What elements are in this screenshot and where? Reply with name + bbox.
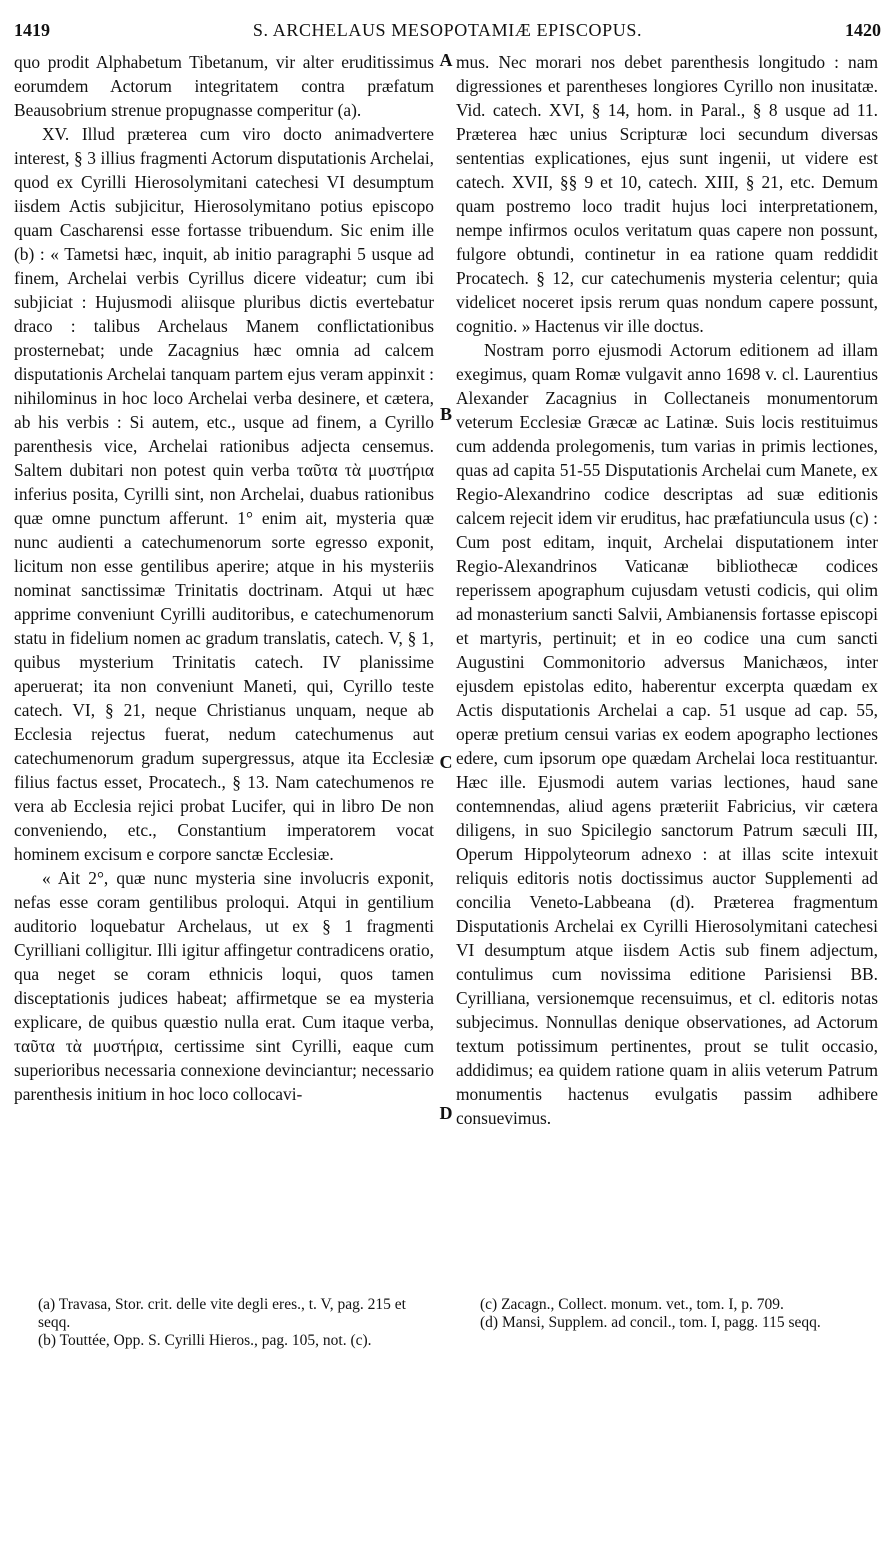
right-column (456, 50, 878, 1130)
margin-letter-c: C (439, 752, 453, 772)
page-number-left: 1419 (14, 20, 50, 40)
footnote-a: (a) Travasa, Stor. crit. delle vite degli eres., t. V, pag. 215 et seqq. (38, 1296, 406, 1331)
left-paragraph-1: quo prodit Alphabetum Tibetanum, vir alter eruditissimus eorumdem Actorum integritatem contra præfatum Beausobrium strenue propugnasse comperitur (a). (14, 52, 434, 120)
left-paragraph-3: « Ait 2°, quæ nunc mysteria sine involucris exponit, nefas esse coram gentilibus proloqui. Atqui in gentilium auditorio loquebatur Archelaus, ut ex § 1 fragmenti Cyrilliani colligitur. Illi igitur affingetur contradicens oratio, qua neget se coram ethnicis loqui, quos tamen disceptationis judices habeat; affirmetque se ea mysteria explicare, de quibus quæstio nulla erat. Cum itaque verba, ταῦτα τὰ μυστήρια, certissime sint Cyrilli, eaque cum superioribus necessaria connexione devinciantur; necessario parenthesis initium in hoc loco collocavi- (14, 868, 434, 1104)
margin-letter-d: D (439, 1103, 453, 1123)
running-header (14, 20, 881, 44)
margin-letter-b: B (439, 404, 452, 424)
footnote-b: (b) Touttée, Opp. S. Cyrilli Hieros., pag. 105, not. (c). (38, 1332, 372, 1349)
left-column (14, 50, 434, 1106)
footnotes-right (480, 1296, 878, 1332)
running-title: S. ARCHELAUS MESOPOTAMIÆ EPISCOPUS. (252, 20, 643, 40)
footnote-d: (d) Mansi, Supplem. ad concil., tom. I, pagg. 115 seqq. (480, 1314, 821, 1331)
right-paragraph-1: mus. Nec morari nos debet parenthesis longitudo : nam digressiones et parentheses longiores Cyrillo non inusitatæ. Vid. catech. XVI, § 14, hom. in Paral., § 8 usque ad 11. Præterea hæc unius Scripturæ loci secundum diversas sententias explicationes, ejus sunt ingenii, ut videre est catech. XVII, §§ 9 et 10, catech. XIII, § 21, etc. Demum quam postremo loco tradit hujus loci interpretationem, nempe infirmos oculos veritatum quas capere non possunt, fulgore obtundi, continetur in ea ratione quam reddidit Procatech. § 12, cur catechumenis mysteria celentur; quia videlicet noceret ipsis rerum quas nondum capere possunt, cognitio. » Hactenus vir ille doctus. (456, 52, 878, 336)
footnote-c: (c) Zacagn., Collect. monum. vet., tom. I, p. 709. (480, 1296, 784, 1313)
margin-letter-a: A (439, 50, 453, 70)
right-paragraph-2: Nostram porro ejusmodi Actorum editionem ad illam exegimus, quam Romæ vulgavit anno 1698 v. cl. Laurentius Alexander Zacagnius in Collectaneis monumentorum veterum Ecclesiæ Græcæ ac Latinæ. Suis locis restituimus cum addenda prolegomenis, tum varias in primis lectiones, quas ad capita 51-55 Disputationis Archelai cum Manete, ex Regio-Alexandrino codice descriptas ad suæ editionis calcem rejecit idem vir eruditus, hac præfatiuncula usus (c) : Cum post editam, inquit, Archelai disputationem inter Regio-Alexandrinos Vaticanæ bibliothecæ codices reperissem apographum cujusdam vetusti codicis, qui olim ad monasterium sancti Salvii, Ambianensis fortasse episcopi et martyris, pertinuit; et in eo codice una cum sancti Augustini Commonitorio adversus Manichæos, inter ejusdem epistolas edito, haberentur excerpta quædam ex Actis disputationis Archelai a cap. 51 usque ad cap. 55, operæ pretium censui varias ex eodem apographo lectiones edere, cum ipsorum ope quædam Archelai loca restituantur. Hæc ille. Ejusmodi autem varias lectiones, haud sane contemnendas, aliud agens præteriit Fabricius, vir cætera diligens, in suo Spicilegio sanctorum Patrum sæculi III, Operum Hippolyteorum adnexo : at illas scite intexuit reliquis editoris notis doctissimus auctor Supplementi ad concilia Veneto-Labbeana (d). Præterea fragmentum Disputationis Archelai ex Cyrilli Hierosolymitani catechesi VI desumptum atque iisdem Actis sub finem adjectum, contulimus cum novissima editione Parisiensi BB. Cyrilliana, versionemque recensuimus, et cl. editoris notas subjecimus. Nonnullas denique observationes, ad Actorum textum potissimum pertinentes, prout se tulit occasio, addidimus; ea quidem ratione quam in aliis veterum Patrum monumentis hactenus evulgatis passim adhibere consuevimus. (456, 340, 878, 1128)
page-number-right: 1420 (845, 20, 881, 40)
footnotes-left (38, 1296, 434, 1350)
left-paragraph-2: XV. Illud præterea cum viro docto animadvertere interest, § 3 illius fragmenti Actorum disputationis Archelai, quod ex Cyrilli Hierosolymitani catechesi VI desumptum iisdem Actis subjicitur, Hierosolymitano potius episcopo quam Cascharensi esse fortasse tribuendum. Sic enim ille (b) : « Tametsi hæc, inquit, ab initio paragraphi 5 usque ad finem, Archelai verbis Cyrillus dicere videatur; cum ibi subjiciat : Hujusmodi aliisque pluribus dictis evertebatur draco : talibus Archelaus Manem conflictationibus prosternebat; unde Zacagnius hæc omnia ad calcem disputationis Archelai tanquam partem ejus veram appinxit : nihilominus in hoc loco Archelai verba desinere, et cætera, ab his verbis : Si autem, etc., usque ad finem, a Cyrillo parenthesis vice, Archelai rationibus adjecta censemus. Saltem dubitari non potest quin verba ταῦτα τὰ μυστήρια inferius posita, Cyrilli sint, non Archelai, duabus rationibus quæ omne punctum afferunt. 1° enim ait, mysteria quæ nunc audienti a catechumenorum sorte egresso exponit, licitum non esse gentilibus aperire; atque in his mysteriis nominat sanctissimæ Trinitatis doctrinam. Atqui ut hæc apprime conveniunt Cyrilli auditoribus, e catechumenorum statu in fidelium nomen ac gradum translatis, catech. V, § 1, quibus mysterium Trinitatis catech. IV planissime aperuerat; ita non conveniunt Maneti, qui, Cyrillo teste catech. VI, § 21, neque Christianus unquam, neque ab Ecclesia rejectus fuerat, nedum catechumenus aut catechumenorum gradum supergressus, atque ita Ecclesiæ filius factus esset, Procatech., § 13. Nam catechumenos re vera ab Ecclesia rejici probat Lucifer, qui in libro De non conveniendo, etc., Constantium imperatorem vocat hominem excisum e corpore sanctæ Ecclesiæ. (14, 124, 434, 864)
